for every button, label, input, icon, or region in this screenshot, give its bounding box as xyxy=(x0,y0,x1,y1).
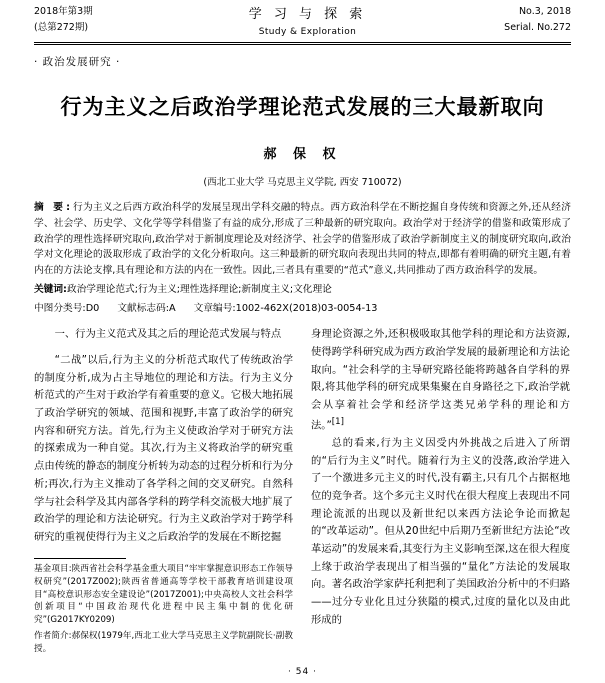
author-name: 郝 保 权 xyxy=(263,147,342,163)
abstract xyxy=(34,200,571,279)
page-title: 行为主义之后政治学理论范式发展的三大最新取向 xyxy=(60,94,545,120)
column-right xyxy=(311,326,570,629)
classification-line xyxy=(34,301,571,317)
keywords-label: 关键词: xyxy=(34,283,67,295)
header-rule-bottom xyxy=(34,44,571,45)
runhead-center xyxy=(154,6,461,38)
article-number: 文章编号:1002-462X(2018)03-0054-13 xyxy=(193,302,378,314)
page-number: · 54 · xyxy=(288,667,317,677)
cn-classification: 中图分类号:D0 xyxy=(34,302,100,314)
paragraph-left-1: “二战”以后,行为主义的分析范式取代了传统政治学的制度分析,成为占主导地位的理论和方法。行为主义分析范式的产生对于政治学有着重要的意义。它极大地拓展了政治学研究的领域、范围和视野,丰富了政治学的研究内容和研究方法。首先,行为主义使政治学对于研究方法的探索成为一种自觉。其次,行为主义将政治学的研究重点由传统的静态的制度分析转为动态的过程分析和行为分析;再次,行为主义推动了各学科之间的交叉研究。自然科学与社会科学及其内部各学科的跨学科交流极大地扩展了政治学的理论和方法论研究。行为主义政治学对于跨学科研究的重视使得行为主义之后政治学的发展在不断挖掘 xyxy=(34,353,293,543)
footnote-block xyxy=(34,558,293,659)
abstract-text: 行为主义之后西方政治科学的发展呈现出学科交融的特点。西方政治科学在不断挖掘自身传统和资源之外,还从经济学、社会学、历史学、文化学等学科借鉴了有益的成分,形成了三种最新的研究取向。政治学对于经济学的借鉴和政策形成了政治学的理性选择研究取向,政治学对于新制度理论及对经济学、社会学的借鉴形成了政治学新制度主义的制度研究取向,政治学对文化理论的汲取形成了政治学的文化分析取向。这三种最新的研究取向表现出共同的特点,即都有着明确的研究主题,有着内在的方法论支撑,具有理论和方法的内在一致性。因此,三者具有重要的“范式”意义,共同推动了西方政治科学的发展。 xyxy=(34,202,571,277)
document-code: 文献标志码:A xyxy=(117,302,176,314)
journal-title-cn: 学 习 与 探 索 xyxy=(248,7,367,22)
footnote-author-note: 作者简介:郝保权(1979年,西北工业大学马克思主义学院副院长·副教授。 xyxy=(34,631,293,655)
keywords-text: 政治学理论范式;行为主义;理性选择理论;新制度主义;文化理论 xyxy=(66,283,332,295)
author-affiliation: (西北工业大学 马克思主义学院, 西安 710072) xyxy=(203,177,402,189)
footnote-rule xyxy=(34,558,126,559)
runhead-right xyxy=(461,6,571,35)
section-heading-1: 一、行为主义范式及其之后的理论范式发展与特点 xyxy=(54,328,282,341)
journal-title-en: Study & Exploration xyxy=(258,26,357,37)
footnote-ref-1: [1] xyxy=(331,416,344,427)
issue-number-en: No.3, 2018 xyxy=(518,6,571,17)
runhead-left xyxy=(34,6,154,35)
serial-issue-line: (总第272期) xyxy=(34,21,89,33)
footnote-fund: 基金项目:陕西省社会科学基金重大项目“牢牢掌握意识形态工作领导权研究”(2017Z002);陕西省普通高等学校干部教育培训建设项目“高校意识形态安全建设论”(2017Z001);中央高校人文社会科学创新项目“中国政治现代化进程中民主集中制的优化研究”(G2017KY0209) xyxy=(34,563,293,626)
running-head xyxy=(34,0,571,38)
paragraph-right-2: 总的看来,行为主义因受内外挑战之后进入了所谓的“后行为主义”时代。随着行为主义的没落,政治学进入了一个激进多元主义的时代,没有霸主,只有几个占据枢地位的竞争者。这个多元主义时代在很大程度上表现出不同理论流派的出现以及新世纪以来西方法论争论而掀起的“改革运动”。但从20世纪中后期乃至新世纪方法论“改革运动”的发展来看,其变行为主义影响至深,这在很大程度上缘于政治学表现出了相当强的“量化”方法论的发展取向。著名政治学家萨托利把利了美国政治分析中的不归路——过分专业化且过分狭隘的模式,过度的量化以及由此形成的 xyxy=(311,436,571,626)
header-rule-top xyxy=(34,42,571,43)
abstract-label: 摘 要: xyxy=(34,202,73,214)
serial-number-en: Serial. No.272 xyxy=(504,21,571,33)
paragraph-right-1 xyxy=(311,326,570,435)
issue-line: 2018年第3期 xyxy=(34,6,93,17)
section-tag: · 政治发展研究 · xyxy=(34,56,121,69)
keywords xyxy=(34,282,571,298)
paragraph-right-1-text: 身理论资源之外,还积极吸取其他学科的理论和方法资源,使得跨学科研究成为西方政治学发展的最新理论和方法论取向。“社会科学的主导研究路径能将跨越各自学科的界限,将其他学科的研究成果集聚在自身路径之下,政治学就会从享着社会学和经济学这类兄弟学科的理论和方法。” xyxy=(311,328,570,432)
